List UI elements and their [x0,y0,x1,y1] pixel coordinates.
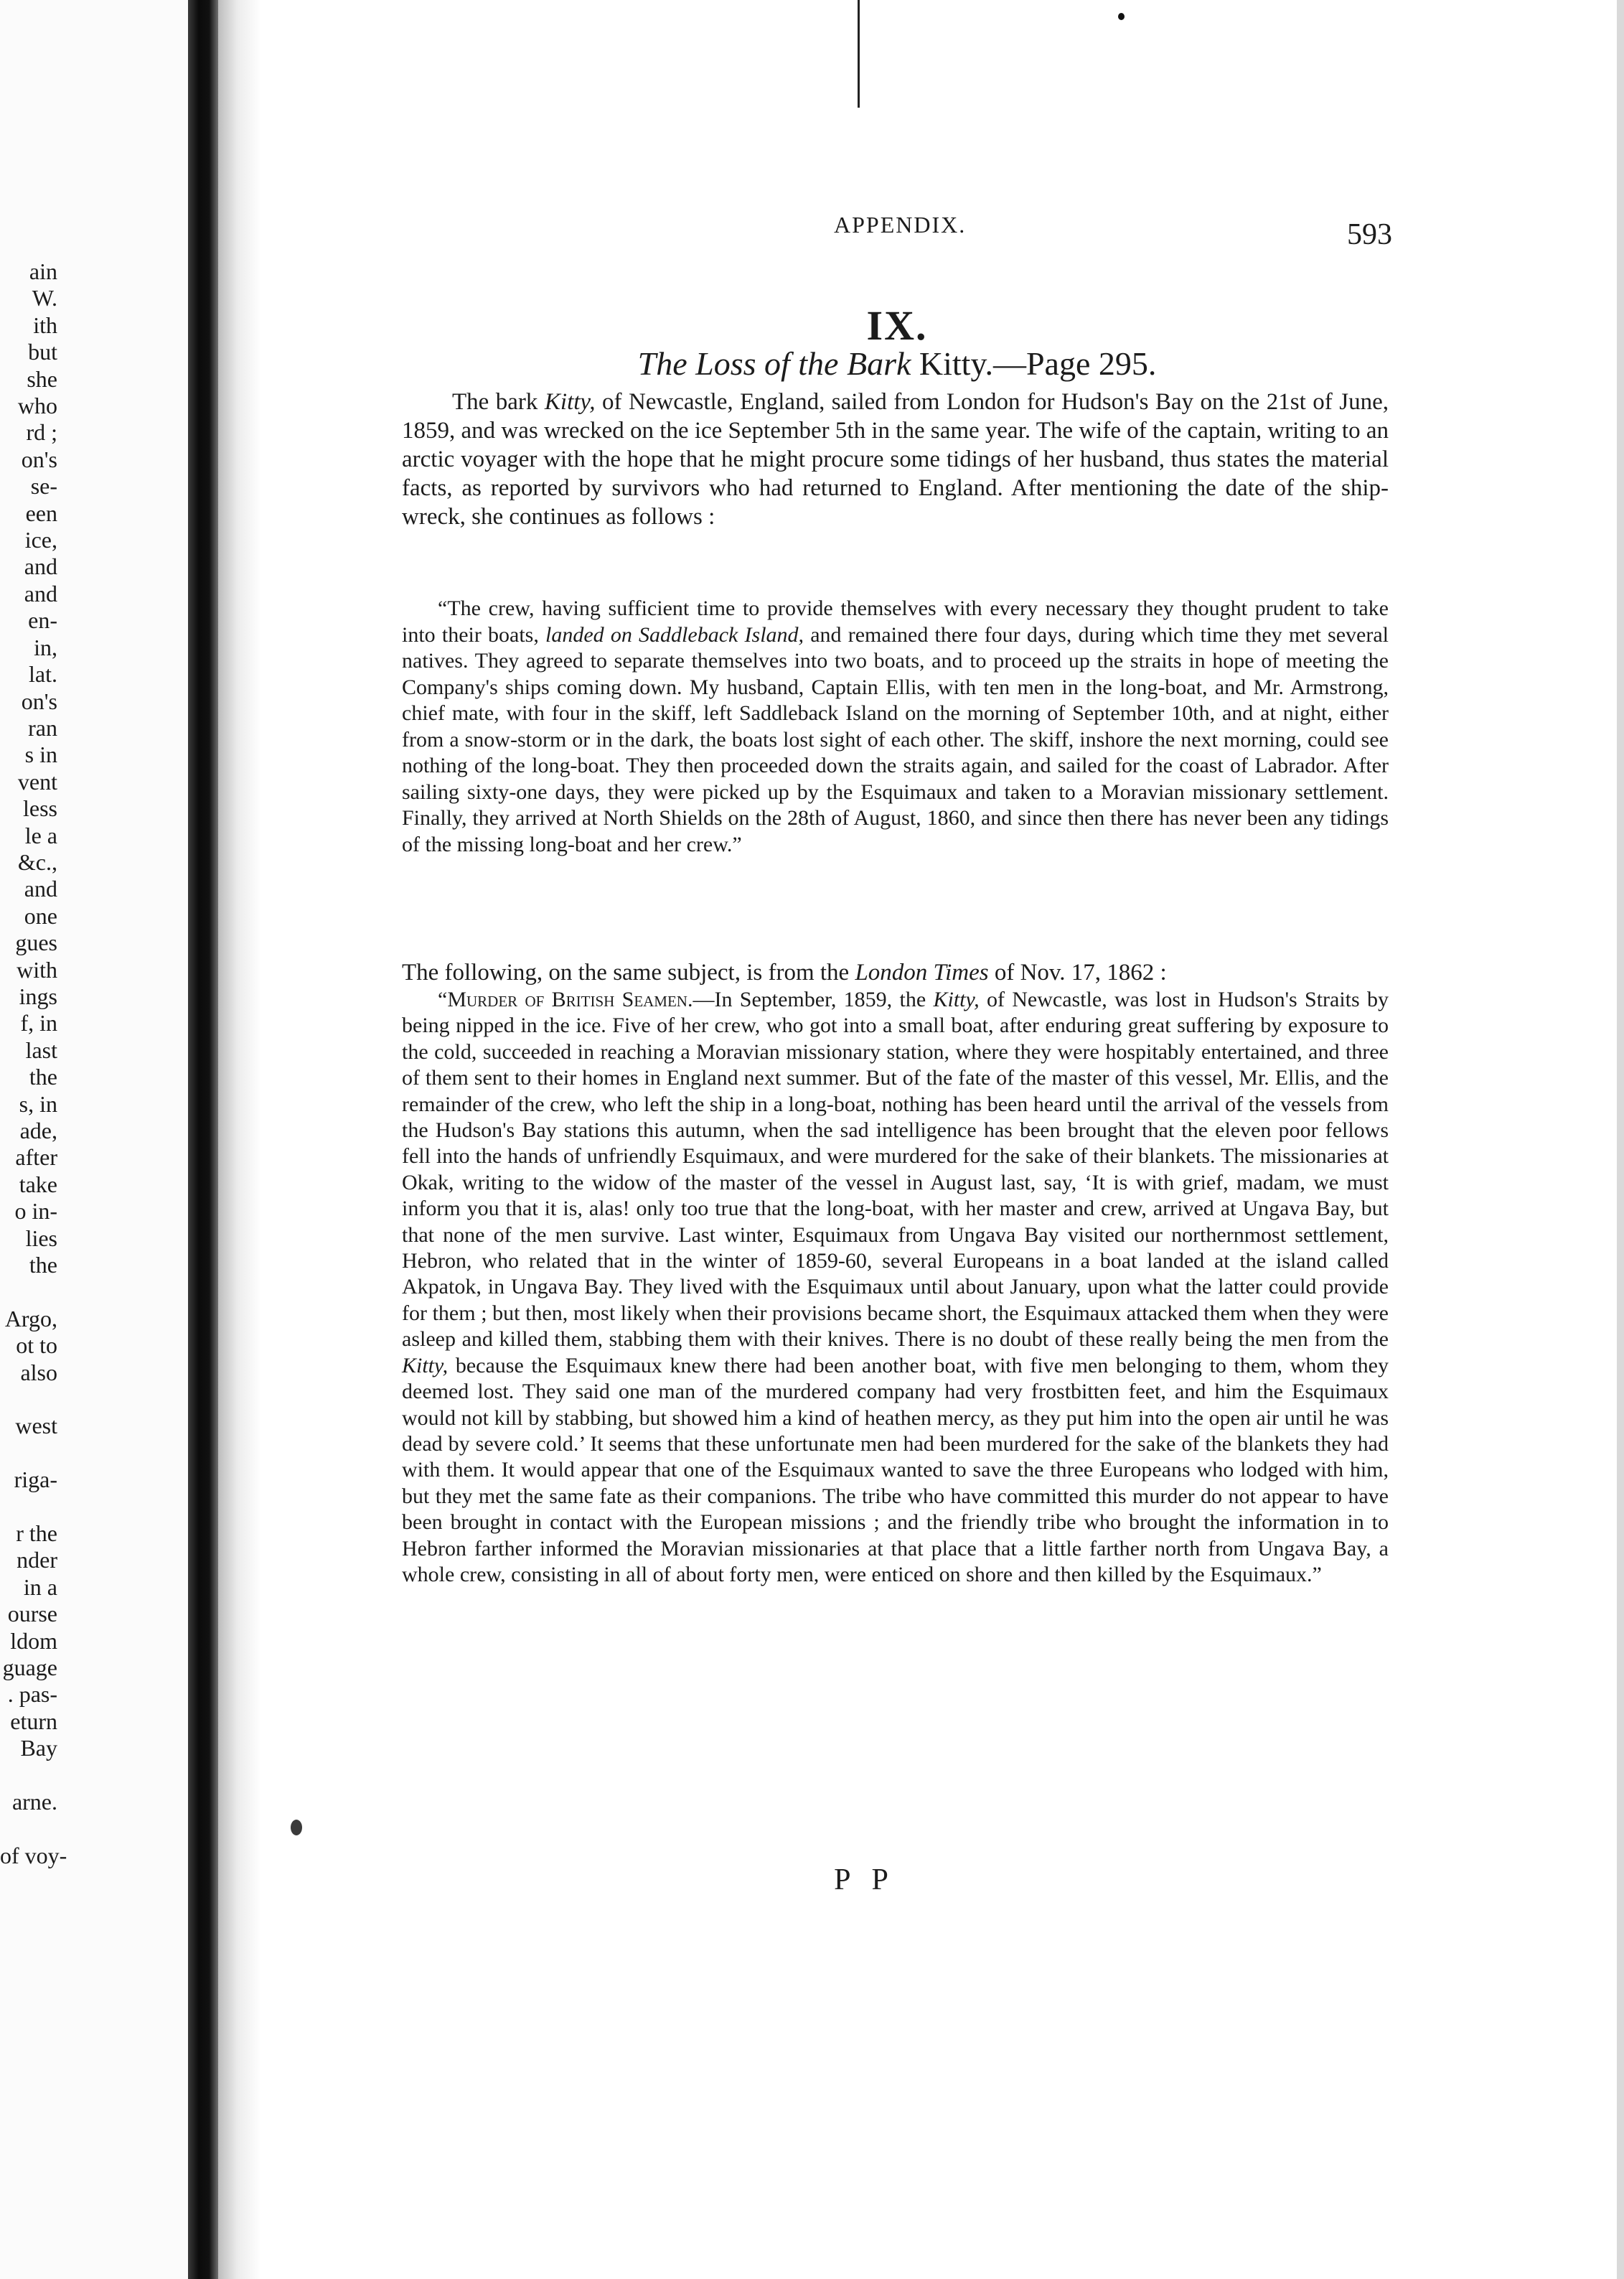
facing-page-fragment: the [29,1064,57,1090]
facing-page-fragment: the [29,1252,57,1278]
letter-post: and remained there four days, during which time they met several natives. They agreed to separate themselves into two boats, and to proceed up the straits in hope of meeting the Company's ships coming down. My husband, Captain Ellis, with ten men in the long-boat, and Mr. Armstrong, chief mate, with four in the skiff, left Saddleback Island on the morning of September 10th, and at night, either from a snow-storm or in the dark, the boats lost sight of each other. The skiff, inshore the next morning, could see nothing of the long-boat. They then proceeded down the straits again, and sailed for the coast of Labrador. After sailing sixty-one days, they were picked up by the Esquimaux and taken to a Moravian missionary settlement. Finally, they arrived at North Shields on the 28th of August, 1860, and since then there has never been any tidings of the missing long-boat and her crew.” [402,622,1389,856]
facing-page-fragment [0,1494,57,1520]
facing-page-fragment: s in [24,741,57,768]
newspaper-name: London Times [855,960,989,986]
letter-emphasis: landed on Saddleback Island, [545,622,804,647]
facing-page-fragment: se- [30,473,57,500]
facing-page-fragment: and [24,876,57,902]
facing-page-fragment: and [24,553,57,580]
facing-page-fragment: Argo, [4,1305,57,1332]
facing-page-fragment: &c., [17,848,57,875]
facing-page-fragment: Bay [20,1735,57,1761]
facing-page-fragment: gues [15,930,57,956]
facing-page-text-fragments [0,258,67,1869]
facing-page-fragment: ot to [16,1332,57,1359]
facing-page-fragment: f, in [20,1010,57,1036]
ink-blot [291,1820,302,1835]
facing-page-fragment: ice, [24,527,57,553]
facing-page-fragment: ldom [10,1627,57,1654]
facing-page-fragment: riga- [14,1466,57,1493]
facing-page-fragment: in, [34,634,57,660]
facing-page-fragment: take [19,1171,57,1197]
facing-page-fragment [0,1386,57,1413]
book-gutter [188,0,218,2279]
facing-page-fragment: eturn [10,1708,57,1734]
facing-page-fragment: last [25,1036,57,1063]
intro-pre: The bark [452,389,545,415]
page-number: 593 [1347,218,1392,251]
gutter-shadow [218,0,261,2279]
facing-page-fragment: guage [2,1655,57,1681]
facing-page-fragment: W. [32,285,57,312]
facing-page-fragment: and [24,580,57,607]
facing-page-fragment [0,1762,57,1789]
facing-page-fragment: en- [28,607,57,634]
facing-page-fragment: of voy- [0,1842,67,1868]
facing-page-fragment [0,1278,57,1305]
section-number: IX. [866,302,928,349]
facing-page-fragment: ourse [7,1601,57,1627]
facing-page-fragment: lat. [29,661,57,688]
facing-page-fragment: ade, [19,1118,57,1143]
facing-page-fragment: r the [16,1520,57,1547]
page-edge [1617,0,1624,2279]
facing-page-fragment: west [15,1413,57,1439]
facing-page-fragment: after [15,1144,57,1171]
section-title-italic: The Loss of the Bark [637,345,911,382]
facing-page-fragment: s, in [19,1090,57,1117]
letter-pre: “The crew, having sufficient time to provide themselves with every necessary they thought prudent to take into their boats, [402,596,1389,647]
quote-open: “ [438,988,448,1011]
facing-page-fragment: in a [23,1573,57,1600]
facing-page-fragment: o in- [14,1198,57,1225]
facing-page-fragment: arne. [11,1789,57,1815]
newspaper-quotation [402,987,1389,1588]
facing-page [0,0,188,2279]
facing-page-fragment: she [27,365,57,392]
signature-mark: P P [834,1863,896,1896]
facing-page-fragment: but [28,339,57,365]
facing-page-fragment: le a [24,822,57,848]
facing-page-fragment: een [25,500,57,526]
scan-dot [1118,13,1125,20]
facing-page-fragment: ings [19,983,57,1009]
facing-page-fragment: ith [33,312,57,338]
facing-page-fragment: less [23,795,57,822]
article-heading: Murder of British Seamen. [447,988,693,1011]
facing-page-fragment: on's [21,688,57,714]
ship-name: Kitty, [544,389,596,415]
page-header [388,212,1392,255]
facing-page-fragment: on's [21,446,57,472]
facing-page-fragment [0,1440,57,1466]
facing-page-fragment [0,1815,57,1842]
facing-page-fragment: one [24,902,57,929]
facing-page-fragment: rd ; [26,419,57,446]
intro-post: of Newcastle, England, sailed from London for Hudson's Bay on the 21st of June, 1859, and was wrecked on the ice September 5th in the same year. The wife of the captain, writing to an arctic voyager with the hope that he might procure some tidings of her husband, thus states the material facts, as reported by survivors who had returned to England. After mentioning the date of the ship-wreck, she continues as follows : [402,389,1389,530]
article-post: because the Esquimaux knew there had been another boat, with five men belonging to them, whom they deemed lost. They said one man of the murdered company had very frostbitten feet, and him the Esquimaux would not kill by stabbing, but showed him a kind of heathen mercy, as they put him into the open air until he was dead by severe cold.’ It seems that these unfortunate men had been murdered for the sake of the blankets they had with them. It would appear that one of the Esquimaux wanted to save the three Europeans who lodged with him, but they met the same fate as their companions. The tribe who have committed this murder do not appear to have been brought in contact with the European missions ; and the friendly tribe who brought the information in to Hebron farther informed the Moravian missionaries at that place that a little farther north from Ungava Bay, a whole crew, consisting in all of about forty men, were enticed on shore and then killed by the Esquimaux.” [402,1353,1389,1586]
facing-page-fragment: lies [25,1225,57,1251]
article-pre: —In September, 1859, the [693,988,934,1011]
facing-page-fragment: with [17,956,57,983]
scan-mark [858,0,860,108]
source-pre: The following, on the same subject, is from the [402,960,855,986]
section-title-rest: Kitty.—Page 295. [919,345,1157,382]
facing-page-fragment: nder [17,1547,57,1573]
facing-page-fragment: vent [17,768,57,795]
facing-page-fragment: . pas- [7,1681,57,1708]
intro-paragraph [402,388,1389,531]
section-title [538,345,1256,383]
facing-page-fragment: ain [29,258,57,284]
article-mid: of Newcastle, was lost in Hudson's Straits by being nipped in the ice. Five of her crew, who got into a small boat, after enduring great suffering by exposure to the cold, succeeded in reaching a Moravian missionary station, where they were hospitably entertained, and three of them sent to their homes in England next summer. But of the fate of the master of this vessel, Mr. Ellis, and the remainder of the crew, who left the ship in a long-boat, nothing has been heard until the arrival of the vessels from the Hudson's Bay stations this autumn, when the sad intelligence has been brought that the eleven poor fellows fell into the hands of unfriendly Esquimaux, and were murdered for the sake of their blankets. The missionaries at Okak, writing to the widow of the master of the vessel in August last, say, ‘It is with grief, madam, we must inform you that it is, alas! only too true that the long-boat, with her master and crew, arrived at Ungava Bay, but that none of the men survive. Last winter, Esquimaux from Ungava Bay visited our northernmost settlement, Hebron, who related that in the winter of 1859-60, several Europeans in a boat landed at the island called Akpatok, in Ungava Bay. They lived with the Esquimaux until about January, upon what the latter could provide for them ; but then, most likely when their provisions became short, the Esquimaux attacked them when they were asleep and killed them, stabbing them with their knives. There is no doubt of these really being the men from the [402,988,1389,1352]
source-post: of Nov. 17, 1862 : [988,960,1167,986]
facing-page-fragment: who [17,393,57,419]
facing-page-fragment: ran [28,714,57,741]
letter-quotation [402,596,1389,858]
article-ship-name: Kitty, [933,988,980,1011]
running-head: APPENDIX. [834,212,967,238]
source-paragraph [402,958,1389,987]
facing-page-fragment: also [20,1359,57,1385]
article-ship-name-2: Kitty, [402,1353,449,1377]
